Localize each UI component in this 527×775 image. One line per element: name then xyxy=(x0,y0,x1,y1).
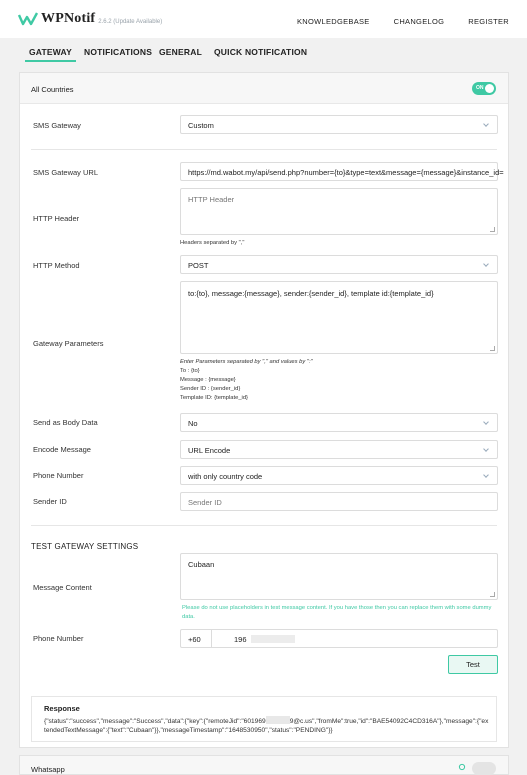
phone-format-select[interactable] xyxy=(180,466,498,485)
message-content-label: Message Content xyxy=(33,583,92,592)
redacted-digits xyxy=(251,635,295,643)
nav-knowledgebase[interactable]: KNOWLEDGEBASE xyxy=(296,17,370,26)
encode-message-label: Encode Message xyxy=(33,445,91,454)
country-code[interactable]: +60 xyxy=(188,635,201,644)
sender-id-placeholder: Sender ID xyxy=(188,498,222,507)
gateway-params-hints xyxy=(180,358,313,403)
response-text: 9@c.us","fromMe":true,"id":"BAE54092C4CD316A"},"message":{"extendedTextMessage":{"text":"Cubaan"}},"messageTimestamp":"1648530950","status":"PENDING"}} xyxy=(44,718,489,734)
tab-general[interactable]: GENERAL xyxy=(159,47,202,57)
gateway-url-input[interactable] xyxy=(180,162,504,181)
chevron-down-icon xyxy=(483,121,489,127)
http-header-placeholder: HTTP Header xyxy=(188,195,235,204)
resize-grip-icon[interactable] xyxy=(490,592,495,597)
response-box xyxy=(31,696,497,742)
app-name: WPNotif xyxy=(41,11,96,26)
code-divider xyxy=(211,630,212,647)
country-header xyxy=(20,73,508,104)
whatsapp-toggle[interactable] xyxy=(472,762,496,775)
nav-register[interactable]: REGISTER xyxy=(468,17,509,26)
settings-tabs xyxy=(0,38,527,65)
phone-value xyxy=(234,635,295,644)
nav-changelog[interactable]: CHANGELOG xyxy=(393,17,445,26)
app-version[interactable]: 2.6.2 (Update Available) xyxy=(98,18,163,25)
http-header-hint: Headers separated by "," xyxy=(180,240,245,246)
response-title: Response xyxy=(44,704,80,713)
phone-format-label: Phone Number xyxy=(33,471,84,480)
response-text: {"status":"success","message":"Success","data":{"key":{"remoteJid":"601969 xyxy=(44,718,266,725)
phone-format-value: with only country code xyxy=(188,472,263,481)
message-content-value: Cubaan xyxy=(188,560,215,569)
tab-notifications[interactable]: NOTIFICATIONS xyxy=(84,47,153,57)
gateway-params-textarea[interactable] xyxy=(180,281,498,354)
divider xyxy=(31,149,497,150)
whatsapp-title: Whatsapp xyxy=(31,765,65,774)
sender-id-input[interactable] xyxy=(180,492,498,511)
test-phone-input[interactable] xyxy=(180,629,498,648)
toggle-label: ON xyxy=(476,85,484,91)
http-method-value: POST xyxy=(188,261,209,270)
gateway-url-value: https://md.wabot.my/api/send.php?number={to}&type=text&message={message}&instance_id= xyxy=(188,168,504,177)
logo xyxy=(18,11,162,27)
params-hint-line: Template ID: {template_id} xyxy=(180,394,248,401)
gateway-card xyxy=(19,72,509,748)
chevron-down-icon xyxy=(483,446,489,452)
message-hint: Please do not use placeholders in test message content. If you have those then you can replace them with some dummy data. xyxy=(182,605,492,620)
country-title: All Countries xyxy=(31,85,74,94)
sms-gateway-select[interactable] xyxy=(180,115,498,134)
gateway-params-value: to:{to}, message:{message}, sender:{sender_id}, template id:{template_id} xyxy=(188,289,434,298)
chevron-down-icon xyxy=(483,419,489,425)
send-as-body-select[interactable] xyxy=(180,413,498,432)
message-content-textarea[interactable] xyxy=(180,553,498,600)
gateway-url-label: SMS Gateway URL xyxy=(33,168,99,177)
sms-gateway-label: SMS Gateway xyxy=(33,121,81,130)
sms-gateway-value: Custom xyxy=(188,121,214,130)
top-bar xyxy=(0,0,527,38)
tab-gateway[interactable]: GATEWAY xyxy=(29,47,72,57)
divider xyxy=(31,525,497,526)
send-as-body-value: No xyxy=(188,419,198,428)
http-method-select[interactable] xyxy=(180,255,498,274)
sender-id-label: Sender ID xyxy=(33,497,67,506)
resize-grip-icon[interactable] xyxy=(490,227,495,232)
params-hint-line: Sender ID : {sender_id} xyxy=(180,385,241,392)
chevron-down-icon xyxy=(483,472,489,478)
toggle-knob xyxy=(485,84,494,93)
params-hint-line: To : {to} xyxy=(180,367,200,374)
country-toggle[interactable] xyxy=(472,82,496,95)
http-header-label: HTTP Header xyxy=(33,214,80,223)
params-hint-line: Message : {message} xyxy=(180,376,236,383)
send-as-body-label: Send as Body Data xyxy=(33,418,98,427)
response-body xyxy=(44,716,490,736)
settings-icon[interactable] xyxy=(458,763,466,771)
whatsapp-card xyxy=(19,755,509,775)
http-method-label: HTTP Method xyxy=(33,261,80,270)
resize-grip-icon[interactable] xyxy=(490,346,495,351)
test-section-title: TEST GATEWAY SETTINGS xyxy=(31,542,139,551)
top-nav xyxy=(297,17,509,26)
params-hint-line: Enter Parameters separated by "," and values by ":" xyxy=(180,359,313,365)
logo-mark-icon xyxy=(18,12,38,26)
tab-quick-notification[interactable]: QUICK NOTIFICATION xyxy=(214,47,308,57)
encode-message-select[interactable] xyxy=(180,440,498,459)
gateway-params-label: Gateway Parameters xyxy=(33,339,104,348)
encode-message-value: URL Encode xyxy=(188,446,231,455)
phone-visible-digits: 196 xyxy=(234,635,247,644)
chevron-down-icon xyxy=(483,261,489,267)
test-phone-label: Phone Number xyxy=(33,634,84,643)
redacted-number xyxy=(266,716,290,724)
test-button[interactable]: Test xyxy=(448,655,498,674)
http-header-textarea[interactable] xyxy=(180,188,498,235)
